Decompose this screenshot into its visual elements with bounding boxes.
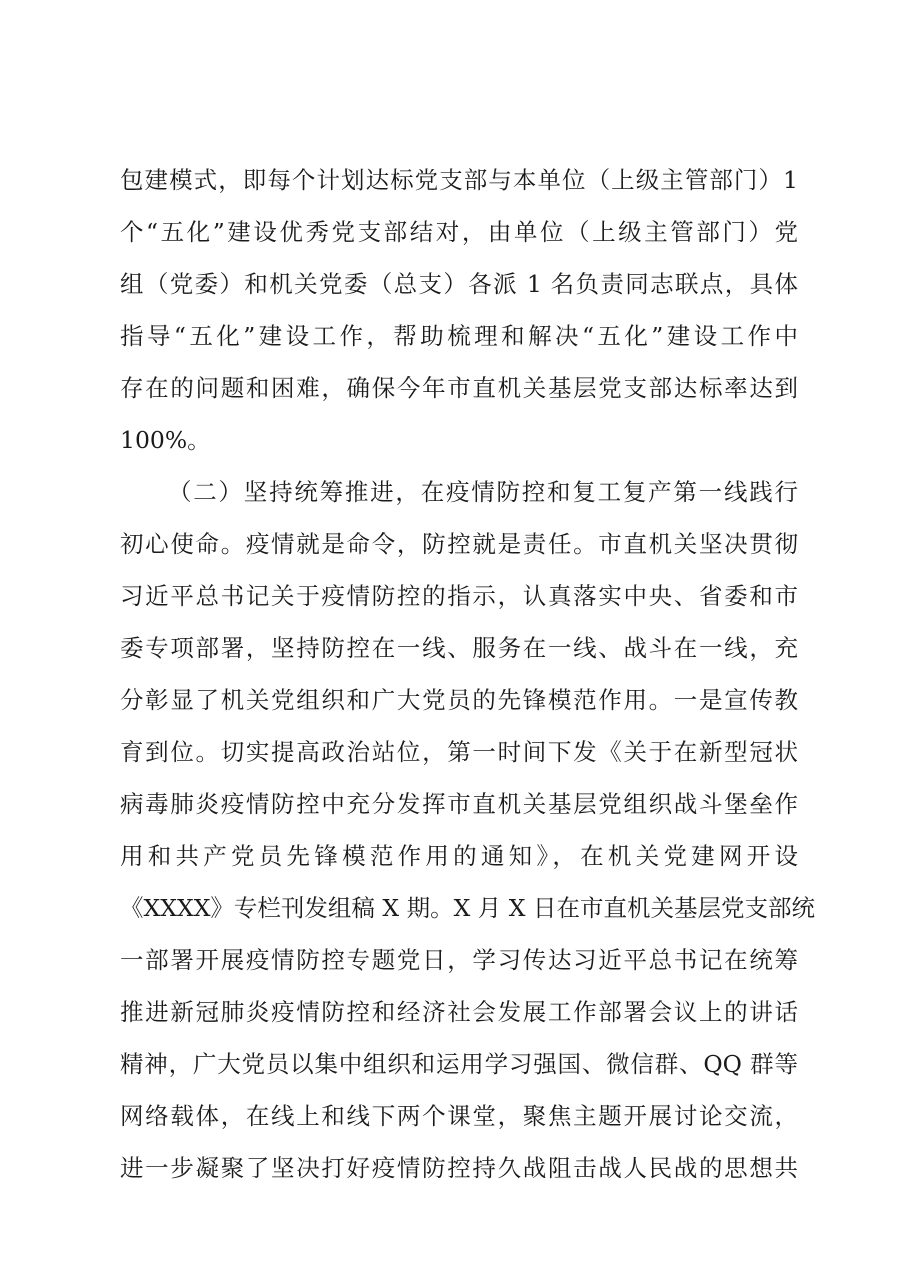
text-line: 初心使命。疫情就是命令，防控就是责任。市直机关坚决贯彻 [120,530,798,558]
text-line: 个“五化”建设优秀党支部结对，由单位（上级主管部门）党 [120,218,798,246]
text-line: 100%。 [120,426,211,454]
text-line: 用和共产党员先锋模范作用的通知》，在机关党建网开设 [120,842,798,870]
text-line: 进一步凝聚了坚决打好疫情防控持久战阻击战人民战的思想共 [120,1154,798,1182]
text-line: 推进新冠肺炎疫情防控和经济社会发展工作部署会议上的讲话 [120,998,798,1026]
paragraph-start-line: （二）坚持统筹推进，在疫情防控和复工复产第一线践行 [168,478,798,506]
text-line: 存在的问题和困难，确保今年市直机关基层党支部达标率达到 [120,374,798,402]
text-line: 网络载体，在线上和线下两个课堂，聚焦主题开展讨论交流， [120,1102,798,1130]
text-line: 育到位。切实提高政治站位，第一时间下发《关于在新型冠状 [120,738,798,766]
text-line: 习近平总书记关于疫情防控的指示，认真落实中央、省委和市 [120,582,798,610]
text-line: 包建模式，即每个计划达标党支部与本单位（上级主管部门）1 [120,166,798,194]
text-line: 一部署开展疫情防控专题党日，学习传达习近平总书记在统筹 [120,946,798,974]
text-line: 指导“五化”建设工作，帮助梳理和解决“五化”建设工作中 [120,322,798,350]
text-line: 委专项部署，坚持防控在一线、服务在一线、战斗在一线，充 [120,634,798,662]
text-line: 病毒肺炎疫情防控中充分发挥市直机关基层党组织战斗堡垒作 [120,790,798,818]
text-line: 精神，广大党员以集中组织和运用学习强国、微信群、QQ 群等 [120,1050,798,1078]
text-line: 分彰显了机关党组织和广大党员的先锋模范作用。一是宣传教 [120,686,798,714]
text-line: 《XXXX》专栏刊发组稿 X 期。X 月 X 日在市直机关基层党支部统 [120,894,815,922]
text-line: 组（党委）和机关党委（总支）各派 1 名负责同志联点，具体 [120,270,798,298]
